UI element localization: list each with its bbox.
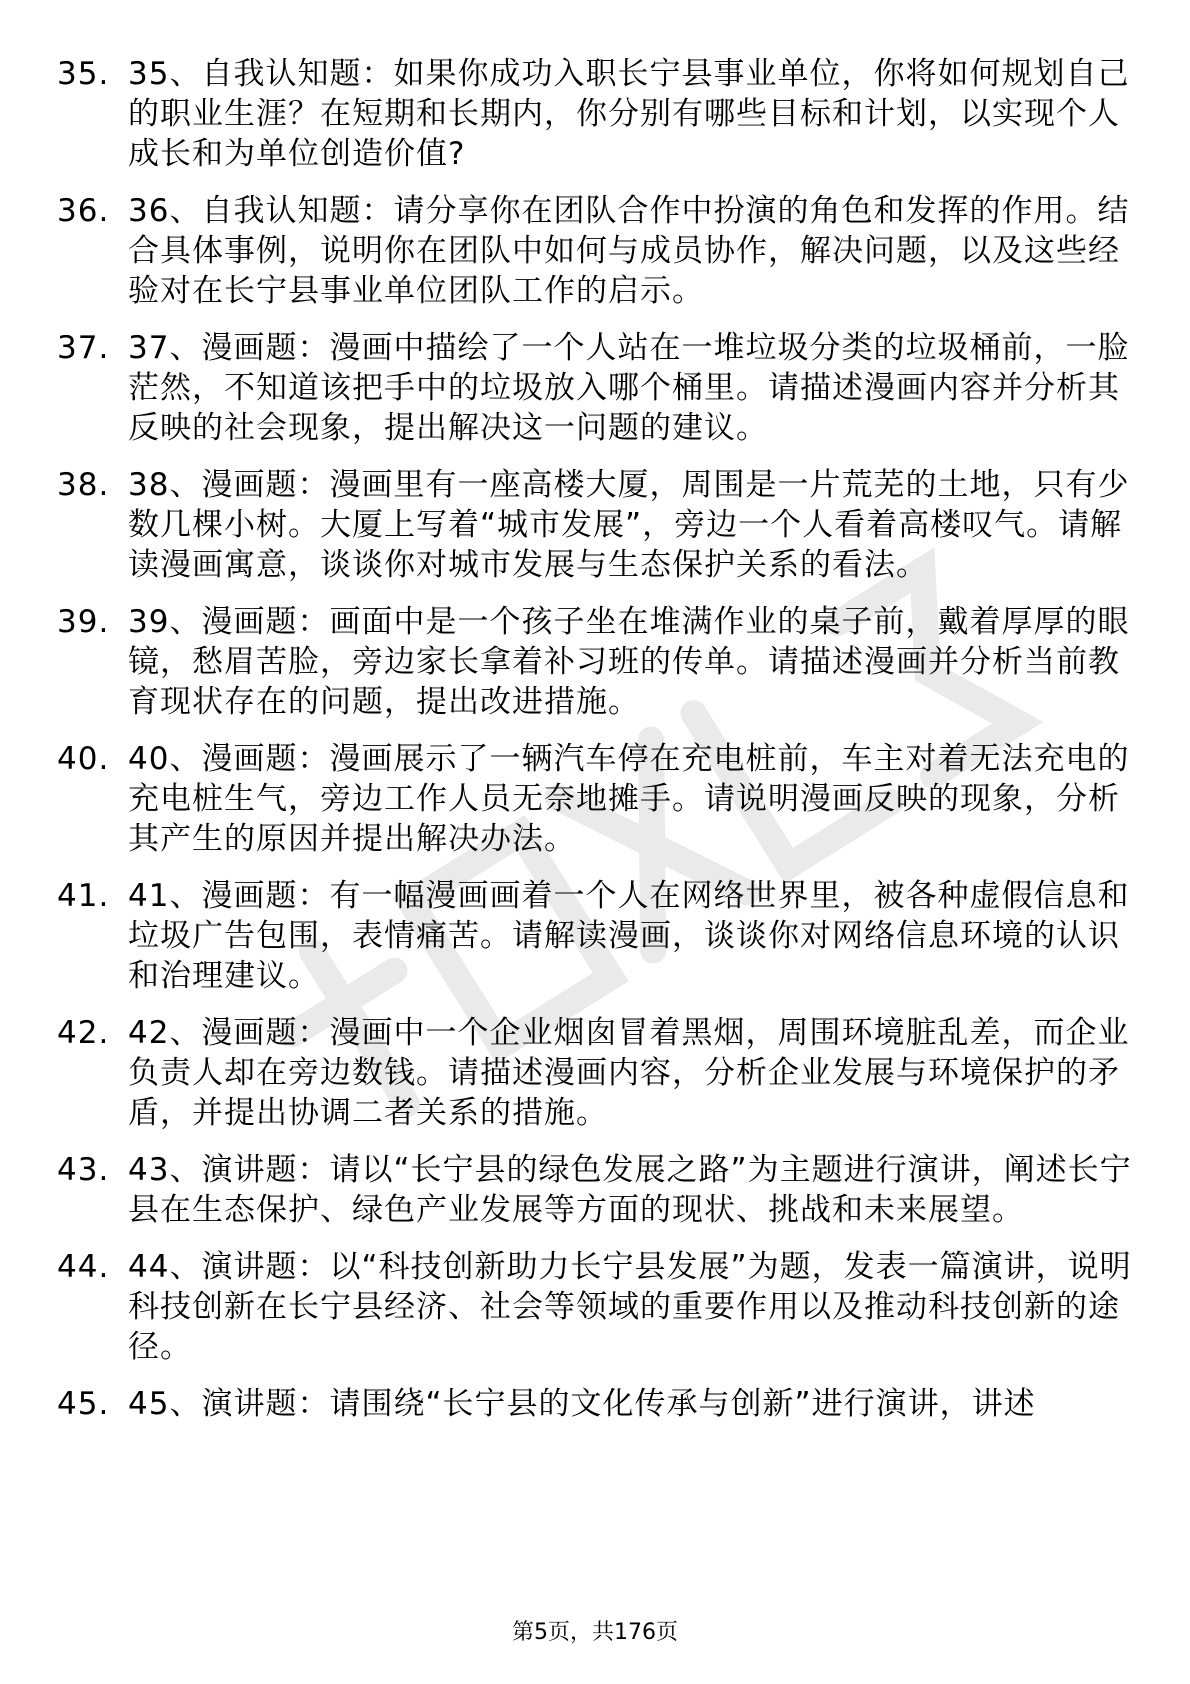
- question-list: [57, 54, 1137, 1441]
- page-indicator: 第5页，共176页: [512, 1620, 678, 1645]
- item-number: 39.: [57, 604, 110, 640]
- item-number: 40.: [57, 741, 110, 777]
- item-number: 41.: [57, 878, 110, 914]
- item-number: 45.: [57, 1386, 110, 1422]
- item-number: 36.: [57, 193, 110, 229]
- item-text: 35、自我认知题：如果你成功入职长宁县事业单位，你将如何规划自己的职业生涯？在短期和长期内，你分别有哪些目标和计划，以实现个人成长和为单位创造价值?: [128, 56, 1130, 172]
- item-text: 39、漫画题：画面中是一个孩子坐在堆满作业的桌子前，戴着厚厚的眼镜，愁眉苦脸，旁边家长拿着补习班的传单。请描述漫画并分析当前教育现状存在的问题，提出改进措施。: [128, 604, 1130, 720]
- list-item: [57, 465, 1137, 585]
- item-text: 42、漫画题：漫画中一个企业烟囱冒着黑烟，周围环境脏乱差，而企业负责人却在旁边数钱。请描述漫画内容，分析企业发展与环境保护的矛盾，并提出协调二者关系的措施。: [128, 1015, 1130, 1131]
- item-number: 38.: [57, 467, 110, 503]
- list-item: [57, 1384, 1137, 1424]
- list-item: [57, 602, 1137, 722]
- item-text: 37、漫画题：漫画中描绘了一个人站在一堆垃圾分类的垃圾桶前，一脸茫然，不知道该把手中的垃圾放入哪个桶里。请描述漫画内容并分析其反映的社会现象，提出解决这一问题的建议。: [128, 330, 1130, 446]
- list-item: [57, 1150, 1137, 1230]
- item-number: 43.: [57, 1152, 110, 1188]
- item-text: 36、自我认知题：请分享你在团队合作中扮演的角色和发挥的作用。结合具体事例，说明你在团队中如何与成员协作，解决问题，以及这些经验对在长宁县事业单位团队工作的启示。: [128, 193, 1130, 309]
- list-item: [57, 54, 1137, 174]
- item-number: 42.: [57, 1015, 110, 1051]
- list-item: [57, 739, 1137, 859]
- list-item: [57, 328, 1137, 448]
- list-item: [57, 1247, 1137, 1367]
- item-text: 40、漫画题：漫画展示了一辆汽车停在充电桩前，车主对着无法充电的充电桩生气，旁边工作人员无奈地摊手。请说明漫画反映的现象，分析其产生的原因并提出解决办法。: [128, 741, 1130, 857]
- list-item: [57, 191, 1137, 311]
- item-text: 44、演讲题：以“科技创新助力长宁县发展”为题，发表一篇演讲，说明科技创新在长宁县经济、社会等领域的重要作用以及推动科技创新的途径。: [128, 1249, 1132, 1365]
- item-text: 45、演讲题：请围绕“长宁县的文化传承与创新”进行演讲，讲述: [128, 1386, 1036, 1422]
- item-number: 44.: [57, 1249, 110, 1285]
- item-number: 35.: [57, 56, 110, 92]
- list-item: [57, 876, 1137, 996]
- item-number: 37.: [57, 330, 110, 366]
- item-text: 41、漫画题：有一幅漫画画着一个人在网络世界里，被各种虚假信息和垃圾广告包围，表情痛苦。请解读漫画，谈谈你对网络信息环境的认识和治理建议。: [128, 878, 1130, 994]
- list-item: [57, 1013, 1137, 1133]
- page-footer: [0, 1618, 1190, 1648]
- item-text: 43、演讲题：请以“长宁县的绿色发展之路”为主题进行演讲，阐述长宁县在生态保护、绿色产业发展等方面的现状、挑战和未来展望。: [128, 1152, 1132, 1228]
- item-text: 38、漫画题：漫画里有一座高楼大厦，周围是一片荒芜的土地，只有少数几棵小树。大厦上写着“城市发展”，旁边一个人看着高楼叹气。请解读漫画寓意，谈谈你对城市发展与生态保护关系的看法。: [128, 467, 1130, 583]
